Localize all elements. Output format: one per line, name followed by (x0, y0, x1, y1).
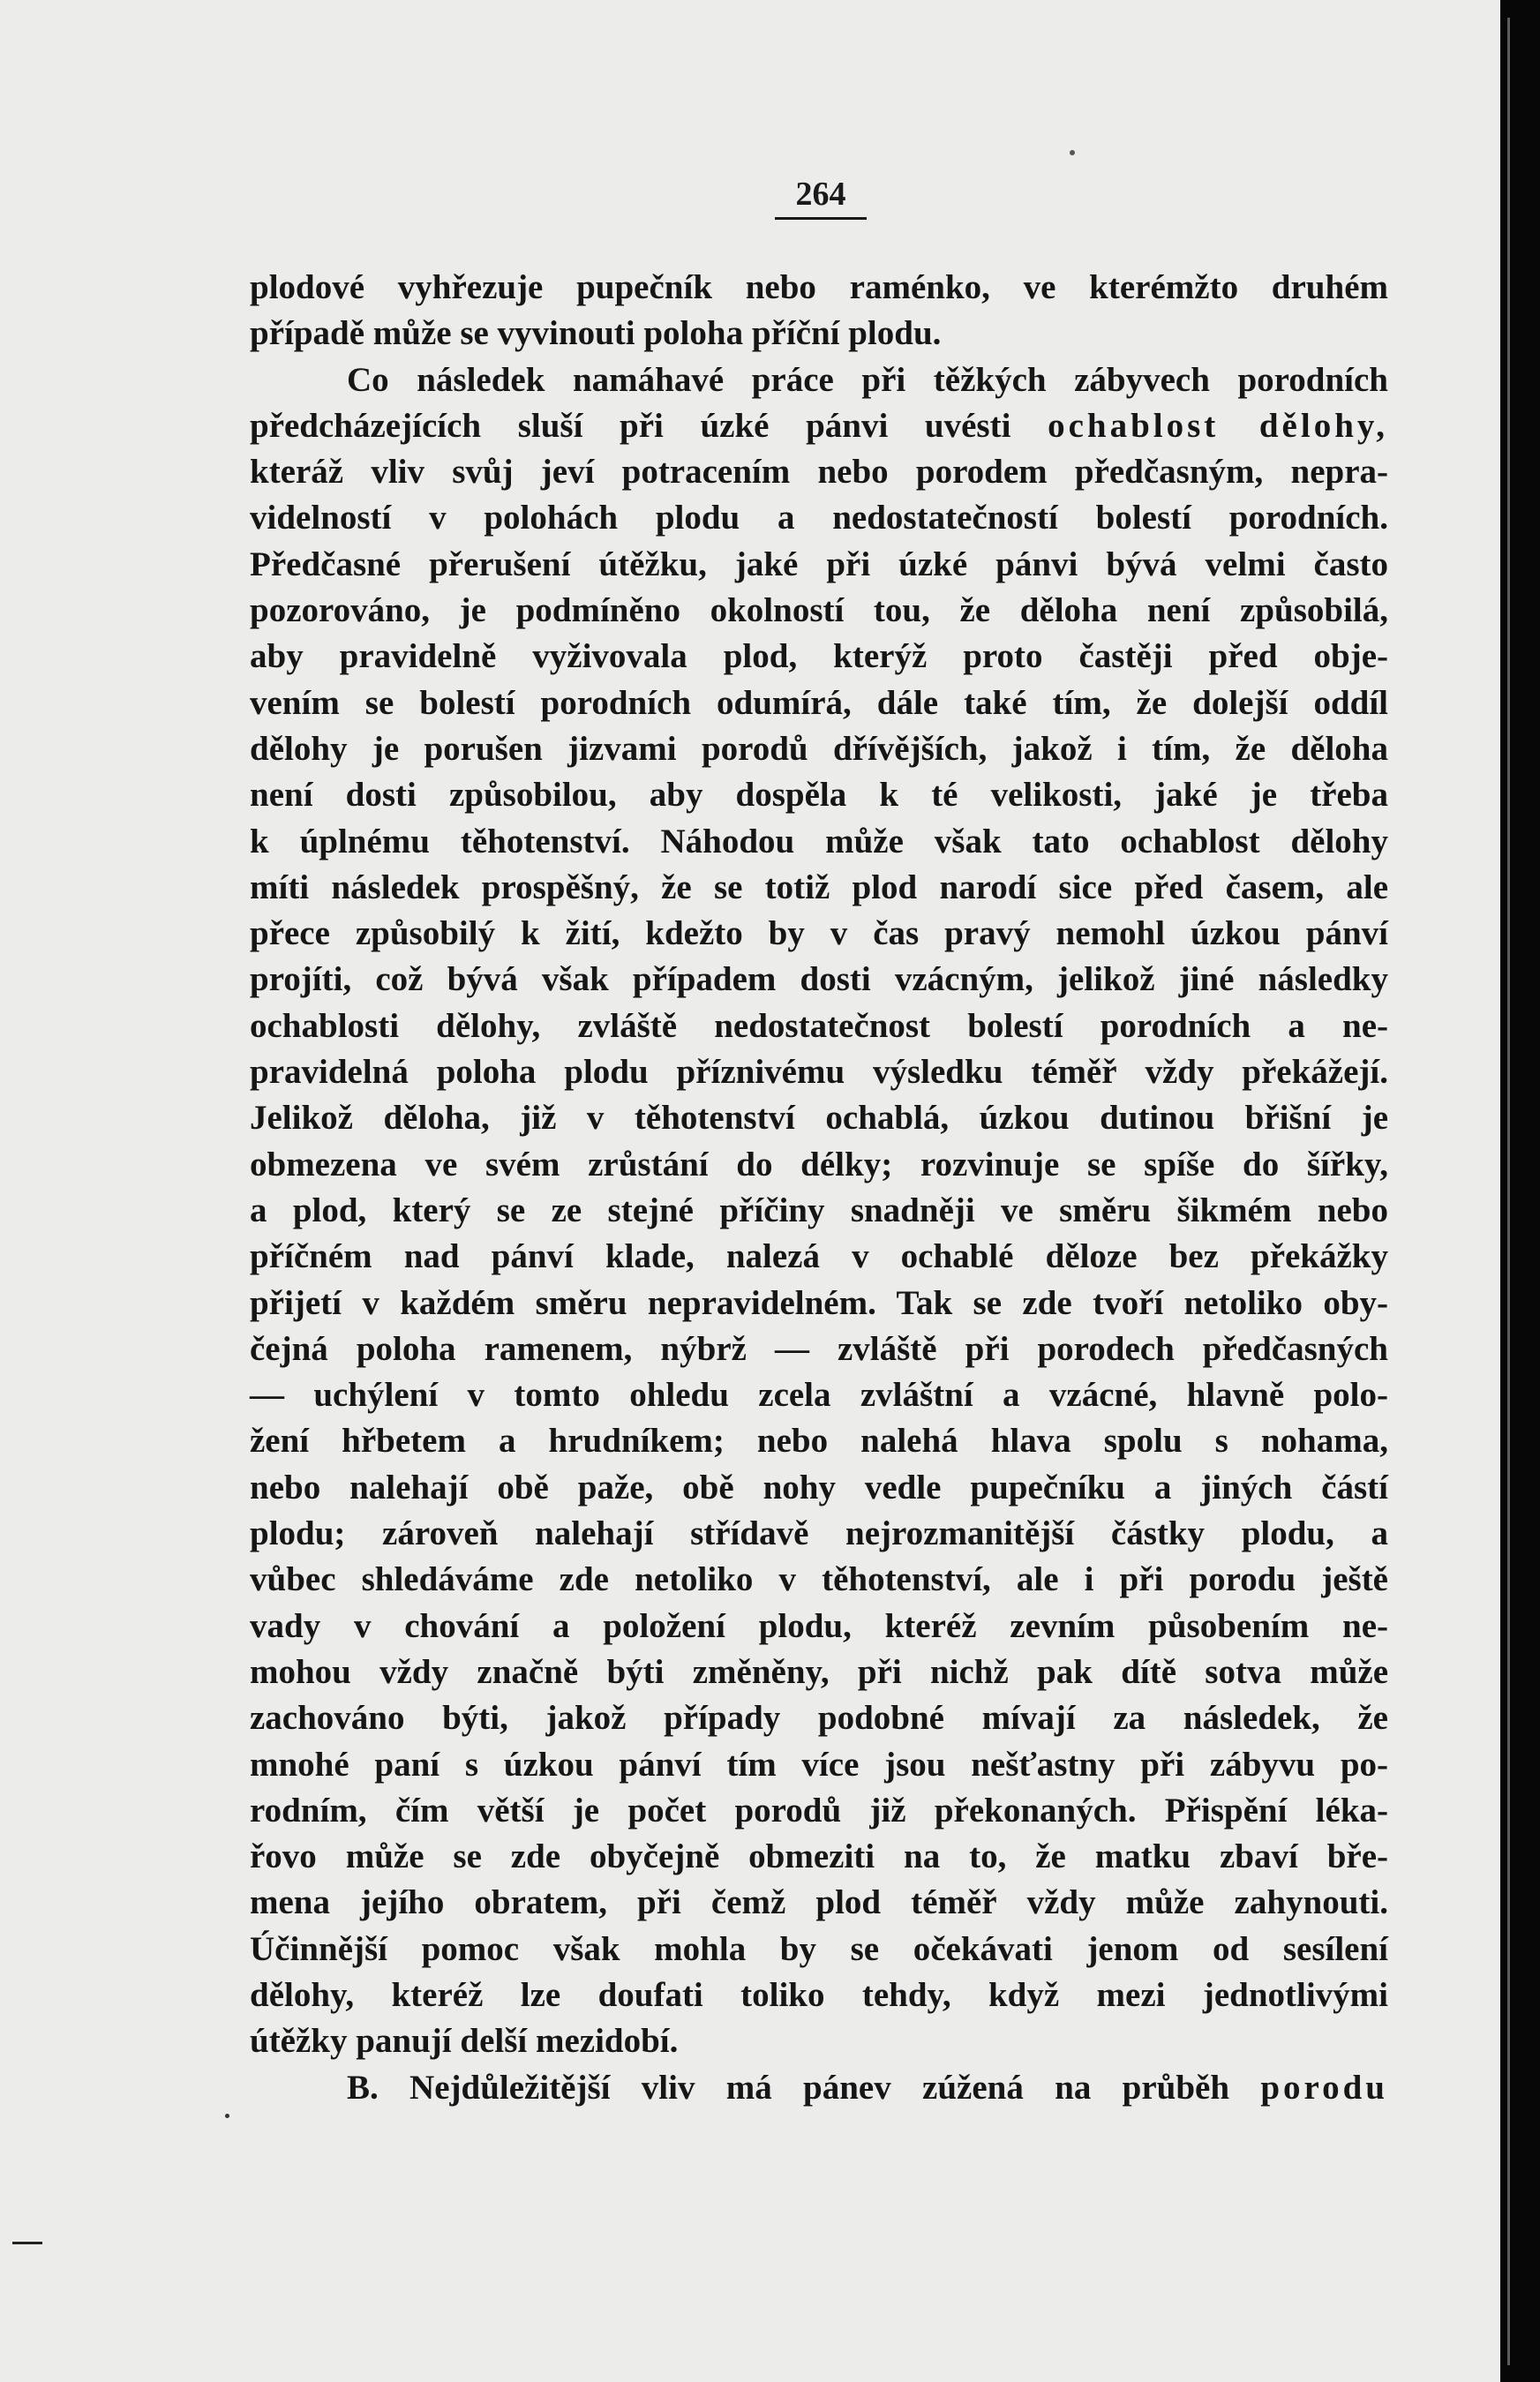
page-number-rule (775, 217, 867, 220)
text-line: čejná poloha ramenem, nýbrž — zvláště při porodech předčasných (250, 1329, 1388, 1368)
text-fragment: předcházejících sluší při úzké pánvi uvésti (250, 406, 1048, 445)
page-edge-line (1507, 18, 1510, 2365)
text-line: k úplnému těhotenství. Náhodou může však tato ochablost dělohy (250, 822, 1388, 860)
text-line: Předčasné přerušení útěžku, jaké při úzké pánvi bývá velmi často (250, 545, 1388, 583)
body-text (250, 265, 1388, 2111)
emphasized-term: ochablost dělohy, (1048, 406, 1388, 445)
text-line: útěžky panují delší mezidobí. (250, 2022, 679, 2061)
text-line: dělohy, kteréž lze doufati toliko tehdy, když mezi jednotlivými (250, 1975, 1388, 2014)
text-line: kteráž vliv svůj jeví potracením nebo porodem předčasným, nepra- (250, 453, 1388, 492)
text-line: vady v chování a položení plodu, kteréž zevním působením ne- (250, 1606, 1388, 1645)
emphasized-term: porodu (1260, 2068, 1388, 2107)
text-line: přijetí v každém směru nepravidelném. Tak se zde tvoří netoliko oby- (250, 1283, 1388, 1322)
text-line: případě může se vyvinouti poloha příční plodu. (250, 314, 942, 353)
text-line: vůbec shledáváme zde netoliko v těhotenství, ale i při porodu ještě (250, 1560, 1388, 1599)
text-line: mnohé paní s úzkou pánví tím více jsou nešťastny při zábyvu po- (250, 1745, 1388, 1784)
text-line (250, 2065, 1388, 2111)
text-line: rodním, čím větší je počet porodů již překonaných. Přispění léka- (250, 1791, 1388, 1830)
text-line: Co následek namáhavé práce při těžkých zábyvech porodních (347, 360, 1388, 399)
text-line: vením se bolestí porodních odumírá, dále také tím, že dolejší oddíl (250, 683, 1388, 722)
text-line: a plod, který se ze stejné příčiny snadněji ve směru šikmém nebo (250, 1191, 1388, 1229)
text-line: ochablosti dělohy, zvláště nedostatečnost bolestí porodních a ne- (250, 1006, 1388, 1045)
text-line (250, 403, 1388, 449)
text-line: není dosti způsobilou, aby dospěla k té velikosti, jaké je třeba (250, 776, 1388, 815)
text-line: aby pravidelně vyživovala plod, kterýž proto častěji před obje- (250, 637, 1388, 676)
text-line: pozorováno, je podmíněno okolností tou, že děloha není způsobilá, (250, 591, 1388, 630)
text-line: příčném nad pánví klade, nalezá v ochablé děloze bez překážky (250, 1237, 1388, 1276)
text-line: mohou vždy značně býti změněny, při nichž pak dítě sotva může (250, 1652, 1388, 1691)
scan-border (1500, 0, 1540, 2382)
text-line: obmezena ve svém zrůstání do délky; rozvinuje se spíše do šířky, (250, 1145, 1388, 1183)
text-line: řovo může se zde obyčejně obmeziti na to, že matku zbaví bře- (250, 1837, 1388, 1876)
page-number: 264 (795, 176, 846, 213)
text-line: zachováno býti, jakož případy podobné mívají za následek, že (250, 1699, 1388, 1738)
text-line: míti následek prospěšný, že se totiž plod narodí sice před časem, ale (250, 868, 1388, 906)
text-line: žení hřbetem a hrudníkem; nebo nalehá hlava spolu s nohama, (250, 1422, 1388, 1461)
text-fragment: B. Nejdůležitější vliv má pánev zúžená na průběh (347, 2068, 1261, 2107)
text-line: dělohy je porušen jizvami porodů dřívějších, jakož i tím, že děloha (250, 729, 1388, 768)
text-line: nebo nalehají obě paže, obě nohy vedle pupečníku a jiných částí (250, 1468, 1388, 1507)
text-line: plodu; zároveň nalehají střídavě nejrozmanitější částky plodu, a (250, 1514, 1388, 1553)
text-line: projíti, což bývá však případem dosti vzácným, jelikož jiné následky (250, 960, 1388, 999)
text-line: plodové vyhřezuje pupečník nebo raménko, ve kterémžto druhém (250, 268, 1388, 306)
margin-mark (12, 2242, 42, 2244)
text-line: — uchýlení v tomto ohledu zcela zvláštní a vzácné, hlavně polo- (250, 1376, 1388, 1415)
text-line: Jelikož děloha, již v těhotenství ochablá, úzkou dutinou břišní je (250, 1099, 1388, 1138)
speck-mark (1070, 150, 1075, 155)
text-line: videlností v polohách plodu a nedostatečností bolestí porodních. (250, 499, 1388, 537)
paragraph-3 (250, 2065, 1388, 2111)
paragraph-2-lines (250, 449, 1388, 2064)
text-line: pravidelná poloha plodu příznivému výsledku téměř vždy překážejí. (250, 1053, 1388, 1092)
paragraph-1 (250, 265, 1388, 357)
text-line: přece způsobilý k žití, kdežto by v čas pravý nemohl úzkou pánví (250, 914, 1388, 953)
text-line: mena jejího obratem, při čemž plod téměř vždy může zahynouti. (250, 1883, 1388, 1922)
paragraph-2 (250, 357, 1388, 2065)
speck-mark (225, 2114, 229, 2118)
text-line: Účinnější pomoc však mohla by se očekávati jenom od sesílení (250, 1929, 1388, 1968)
